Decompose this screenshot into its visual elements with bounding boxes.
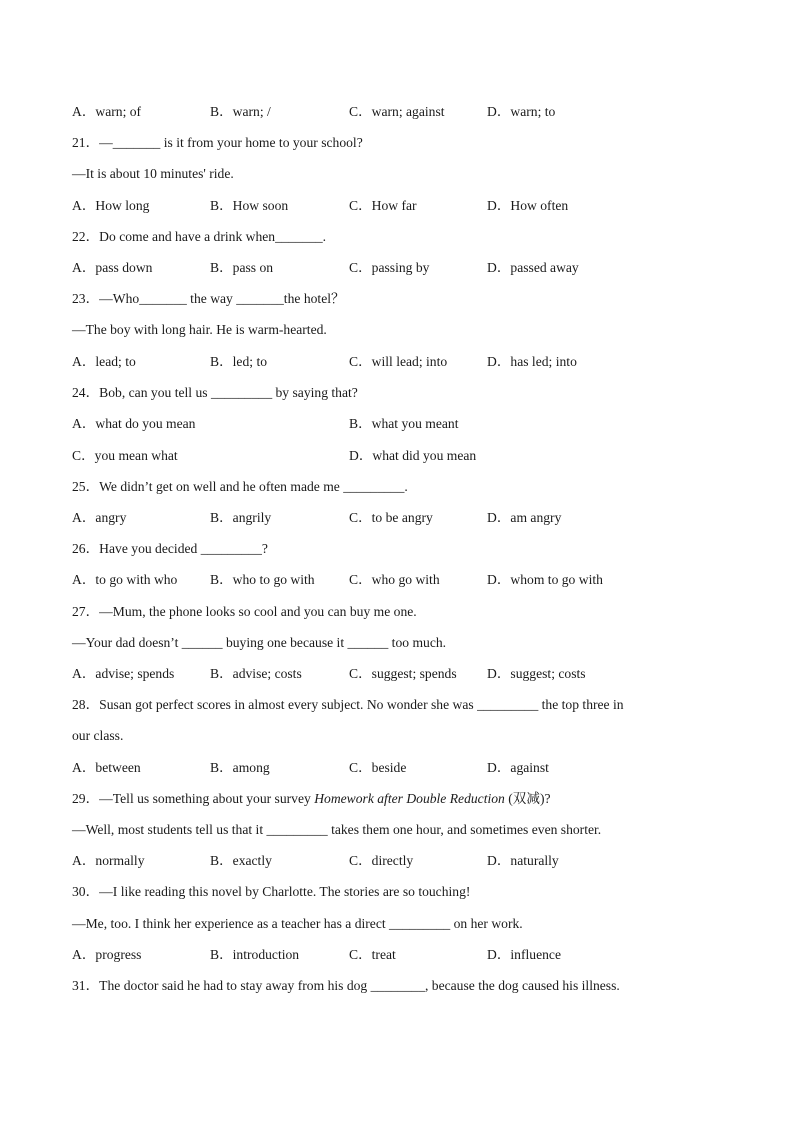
option-a[interactable]: A．pass down	[72, 260, 153, 275]
option-d[interactable]: D．am angry	[487, 510, 562, 525]
q21-answer-line: —It is about 10 minutes' ride.	[72, 166, 234, 181]
option-a[interactable]: A．to go with who	[72, 572, 178, 587]
option-c[interactable]: C．directly	[349, 853, 414, 868]
option-d[interactable]: D．suggest; costs	[487, 666, 586, 681]
option-d[interactable]: D．How often	[487, 198, 569, 213]
option-b[interactable]: B．angrily	[210, 510, 272, 525]
option-d[interactable]: D．has led; into	[487, 354, 577, 369]
option-d[interactable]: D．influence	[487, 947, 561, 962]
q30-answer-line: —Me, too. I think her experience as a teacher has a direct _________ on her work.	[72, 916, 523, 931]
option-b[interactable]: B．pass on	[210, 260, 274, 275]
option-b[interactable]: B．advise; costs	[210, 666, 302, 681]
q27-stem: 27．—Mum, the phone looks so cool and you can buy me one.	[72, 604, 417, 619]
option-d[interactable]: D．what did you mean	[349, 448, 477, 463]
option-d[interactable]: D．against	[487, 760, 549, 775]
option-d[interactable]: D．whom to go with	[487, 572, 603, 587]
option-b[interactable]: B．led; to	[210, 354, 268, 369]
q28-stem-continued: our class.	[72, 728, 124, 743]
option-c[interactable]: C．passing by	[349, 260, 430, 275]
option-c[interactable]: C．to be angry	[349, 510, 433, 525]
option-a[interactable]: A．How long	[72, 198, 150, 213]
option-a[interactable]: A．lead; to	[72, 354, 136, 369]
option-b[interactable]: B．among	[210, 760, 270, 775]
q29-answer-line: —Well, most students tell us that it _________ takes them one hour, and sometimes even shorter.	[72, 822, 602, 837]
option-c[interactable]: C．treat	[349, 947, 396, 962]
q23-answer-line: —The boy with long hair. He is warm-hearted.	[72, 322, 327, 337]
option-c[interactable]: C．you mean what	[72, 448, 178, 463]
option-a[interactable]: A．what do you mean	[72, 416, 196, 431]
q31-stem: 31．The doctor said he had to stay away from his dog ________, because the dog caused his illness.	[72, 978, 620, 993]
option-b[interactable]: B．warn; /	[210, 104, 271, 119]
q22-stem: 22．Do come and have a drink when_______.	[72, 229, 327, 244]
q25-stem: 25．We didn’t get on well and he often made me _________.	[72, 479, 408, 494]
q30-stem: 30．—I like reading this novel by Charlotte. The stories are so touching!	[72, 884, 471, 899]
q24-stem: 24．Bob, can you tell us _________ by saying that?	[72, 385, 358, 400]
q29-stem-lead: 29．—Tell us something about your survey	[72, 791, 315, 806]
option-b[interactable]: B．what you meant	[349, 416, 459, 431]
option-a[interactable]: A．between	[72, 760, 141, 775]
option-a[interactable]: A．advise; spends	[72, 666, 175, 681]
option-b[interactable]: B．introduction	[210, 947, 300, 962]
survey-title: Homework after Double Reduction	[314, 791, 505, 806]
q27-answer-line: —Your dad doesn’t ______ buying one because it ______ too much.	[72, 635, 447, 650]
option-c[interactable]: C．beside	[349, 760, 407, 775]
option-d[interactable]: D．naturally	[487, 853, 559, 868]
option-a[interactable]: A．normally	[72, 853, 145, 868]
q23-stem: 23．—Who_______ the way _______the hotel？	[72, 291, 345, 306]
option-a[interactable]: A．warn; of	[72, 104, 142, 119]
q29-stem	[72, 790, 714, 808]
q29-stem-tail: (双减)?	[504, 791, 551, 806]
option-d[interactable]: D．passed away	[487, 260, 579, 275]
option-c[interactable]: C．How far	[349, 198, 417, 213]
option-c[interactable]: C．who go with	[349, 572, 440, 587]
option-c[interactable]: C．suggest; spends	[349, 666, 457, 681]
q21-stem: 21．—_______ is it from your home to your school?	[72, 135, 363, 150]
q28-stem: 28．Susan got perfect scores in almost every subject. No wonder she was _________ the top three in	[72, 697, 624, 712]
option-b[interactable]: B．who to go with	[210, 572, 315, 587]
option-d[interactable]: D．warn; to	[487, 104, 556, 119]
option-a[interactable]: A．angry	[72, 510, 127, 525]
option-c[interactable]: C．will lead; into	[349, 354, 448, 369]
option-b[interactable]: B．exactly	[210, 853, 272, 868]
option-b[interactable]: B．How soon	[210, 198, 289, 213]
option-c[interactable]: C．warn; against	[349, 104, 445, 119]
option-a[interactable]: A．progress	[72, 947, 142, 962]
q26-stem: 26．Have you decided _________?	[72, 541, 268, 556]
